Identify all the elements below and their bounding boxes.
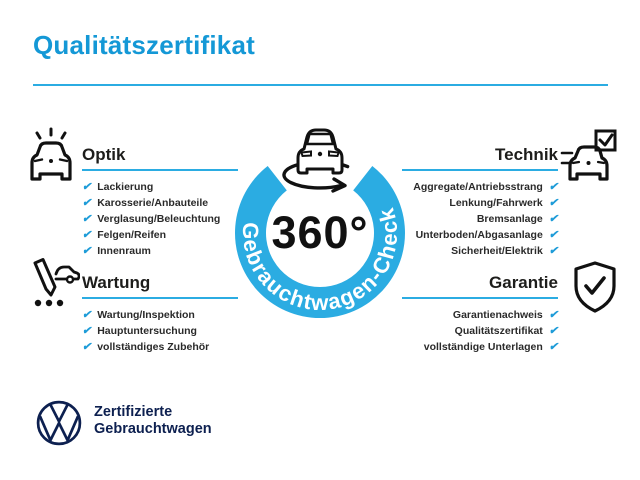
check-item-label: Sicherheit/Elektrik <box>451 245 543 257</box>
check-icon: ✔ <box>82 245 92 257</box>
ring-label: Gebrauchtwagen-Check <box>237 204 403 316</box>
section-technik <box>402 145 558 259</box>
list-item <box>402 195 558 211</box>
shield-check-icon <box>570 260 620 314</box>
section-rule <box>82 297 238 299</box>
section-rule <box>402 297 558 299</box>
check-icon: ✔ <box>548 341 558 353</box>
list-item <box>402 339 558 355</box>
list-item <box>82 339 238 355</box>
section-optik-title: Optik <box>82 145 126 164</box>
list-item <box>82 211 238 227</box>
car-360-rotation-icon <box>270 118 370 198</box>
list-item <box>82 227 238 243</box>
check-icon: ✔ <box>548 181 558 193</box>
check-icon: ✔ <box>82 341 92 353</box>
sparkling-car-icon <box>24 126 78 182</box>
section-rule <box>402 169 558 171</box>
optik-checklist <box>82 179 238 259</box>
title-divider <box>33 84 608 86</box>
check-icon: ✔ <box>82 309 92 321</box>
section-optik <box>82 145 238 259</box>
list-item <box>402 179 558 195</box>
check-item-label: Wartung/Inspektion <box>97 309 195 321</box>
list-item <box>402 227 558 243</box>
check-icon: ✔ <box>82 181 92 193</box>
check-item-label: Felgen/Reifen <box>97 229 167 241</box>
check-item-label: Hauptuntersuchung <box>97 325 197 337</box>
list-item <box>402 211 558 227</box>
check-item-label: Garantienachweis <box>452 309 543 321</box>
check-icon: ✔ <box>548 245 558 257</box>
list-item <box>82 243 238 259</box>
list-item <box>82 195 238 211</box>
check-item-label: vollständige Unterlagen <box>423 341 543 353</box>
section-garantie-title: Garantie <box>489 273 558 292</box>
check-icon: ✔ <box>82 213 92 225</box>
list-item <box>402 243 558 259</box>
list-item <box>82 307 238 323</box>
section-technik-title: Technik <box>495 145 558 164</box>
section-garantie <box>402 273 558 355</box>
check-item-label: Bremsanlage <box>476 213 543 225</box>
check-icon: ✔ <box>82 197 92 209</box>
service-checklist-icon <box>22 254 80 312</box>
technik-checklist <box>402 179 558 259</box>
check-icon: ✔ <box>82 325 92 337</box>
garantie-checklist <box>402 307 558 355</box>
check-item-label: Lenkung/Fahrwerk <box>449 197 543 209</box>
section-rule <box>82 169 238 171</box>
brand-line1: Zertifizierte <box>94 404 173 420</box>
section-wartung <box>82 273 238 355</box>
wartung-checklist <box>82 307 238 355</box>
check-item-label: Qualitätszertifikat <box>454 325 543 337</box>
vw-logo <box>36 400 82 446</box>
check-item-label: Innenraum <box>97 245 151 257</box>
section-wartung-title: Wartung <box>82 273 151 292</box>
check-item-label: Unterboden/Abgasanlage <box>415 229 543 241</box>
list-item <box>82 179 238 195</box>
check-item-label: Aggregate/Antriebsstrang <box>413 181 543 193</box>
check-icon: ✔ <box>82 229 92 241</box>
check-item-label: Lackierung <box>97 181 154 193</box>
car-checkbox-icon <box>560 126 618 184</box>
check-item-label: Verglasung/Beleuchtung <box>97 213 221 225</box>
list-item <box>402 307 558 323</box>
check-icon: ✔ <box>548 213 558 225</box>
brand-wordmark <box>94 404 212 438</box>
360-degree-value: 360° <box>271 207 369 258</box>
check-icon: ✔ <box>548 325 558 337</box>
check-icon: ✔ <box>548 309 558 321</box>
check-item-label: vollständiges Zubehör <box>97 341 210 353</box>
check-icon: ✔ <box>548 197 558 209</box>
list-item <box>402 323 558 339</box>
page-title: Qualitätszertifikat <box>33 30 255 60</box>
check-item-label: Karosserie/Anbauteile <box>97 197 209 209</box>
brand-line2: Gebrauchtwagen <box>94 421 212 437</box>
check-icon: ✔ <box>548 229 558 241</box>
list-item <box>82 323 238 339</box>
